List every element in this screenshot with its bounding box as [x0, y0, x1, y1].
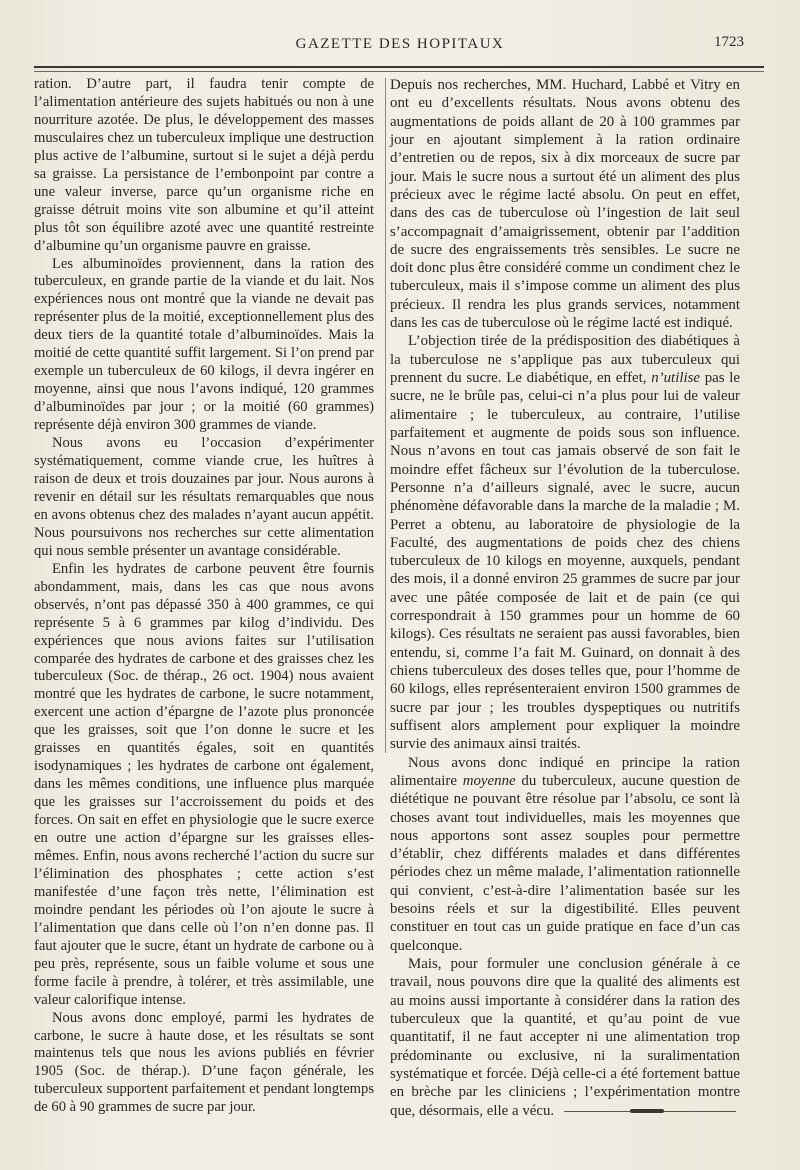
- header-rule-thin: [34, 71, 764, 72]
- left-column: [34, 76, 374, 1117]
- paragraph: Nous avons eu l’occasion d’expérimenter systématiquement, comme viande crue, les huîtres à raison de deux et trois douzaines par jour. Nous aurons à revenir en détail sur les résultats remarquables que nous en avons obtenus chez des malades n’ayant aucun appétit. Nous poursuivons nos recherches sur cette alimentation qui nous semble présenter un avantage considérable.: [34, 435, 374, 559]
- paragraph: Enfin les hydrates de carbone peuvent être fournis abondamment, mais, dans les cas que nous avons observés, n’ont pas dépassé 350 à 400 grammes, ce qui représente 5 à 6 grammes par kilog d’individu. Des expériences que nous avions faites sur l’utilisation comparée des hydrates de carbone et des graisses chez les tuberculeux (Soc. de thérap., 26 oct. 1904) nous avaient montré que les hydrates de carbone, le sucre notamment, exercent une action d’épargne de l’azote plus prononcée que les graisses, soit que l’on donne le sucre et les graisses en quantités égales, soit en quantités isodynamiques ; les hydrates de carbone ont également, dans les mêmes conditions, une influence plus marquée que les graisses sur l’accroissement du poids et des forces. On sait en effet en physiologie que le sucre exerce en outre une action d’épargne sur les graisses elles-mêmes. Enfin, nous avons recherché l’action du sucre sur l’élimination des phosphates ; cette action s’est manifestée d’une façon très nette, l’élimination est moindre pendant les périodes où l’on ajoute le sucre à l’alimentation que dans celle où l’on n’en donne pas. Il faut ajouter que le sucre, étant un hydrate de carbone ou à peu près, représente, sous un faible volume et sous une forme facile à prendre, à tolérer, et très assimilable, une valeur calorifique intense.: [34, 560, 374, 1008]
- running-title: GAZETTE DES HOPITAUX: [295, 36, 505, 52]
- paragraph-text: du tuberculeux, aucune question de diététique ne pouvant être résolue par l’absolu, ce sont là choses avant tout individuelles, mais les moyennes que nous apportons sont assez souples pour permettre d’établir, chez différents malades et dans différentes périodes chez un même malade, l’alimentation rationnelle qui convient, c’est-à-dire l’alimentation basée sur les besoins réels et sur la digestibilité. Elles peuvent constituer en tout cas un guide pratique en face d’un cas quelconque.: [390, 772, 740, 954]
- paragraph: ration. D’autre part, il faudra tenir compte de l’alimentation antérieure des sujets habitués ou non à une nourriture azotée. De plus, le développement des masses musculaires chez un tuberculeux implique une destruction plus active de l’albumine, surtout si le sujet a déjà perdu sa graisse. La persistance de l’embonpoint par contre a une valeur inverse, parce qu’un organisme riche en graisse détruit moins vite son albumine et qu’il atteint plus tôt son équilibre azoté avec une quantité restreinte d’albumine qu’un organisme pauvre en graisse.: [34, 76, 374, 254]
- paragraph: [390, 332, 740, 753]
- paragraph: [390, 754, 740, 955]
- end-ornament-rule: [564, 1107, 736, 1116]
- paragraph-text: L’objection tirée de la prédisposition des diabétiques à la tuberculose ne s’applique pas aux tuberculeux qui prennent du sucre. Le diabétique, en effet,: [390, 333, 740, 386]
- page-number: 1723: [714, 34, 744, 50]
- paragraph: Depuis nos recherches, MM. Huchard, Labbé et Vitry en ont eu d’excellents résultats. Nous avons obtenu des augmentations de poids allant de 20 à 100 grammes par jour en ajoutant simplement à la ration ordinaire d’entretien ou de repos, six à dix morceaux de sucre par jour. Mais le sucre nous a surtout été un aliment des plus précieux avec le régime lacté absolu. On peut en effet, dans des cas de tuberculose où l’ingestion de lait seul s’accompagnait d’amaigrissement, obtenir par l’addition de sucre des engraissements très sensibles. Le sucre ne doit donc plus être considéré comme un condiment chez le tuberculeux, mais il s’impose comme un aliment des plus précieux. Il rendra les plus grands services, notamment dans les cas de tuberculose où le régime lacté est indiqué.: [390, 77, 740, 332]
- header-rule-thick: [34, 66, 764, 68]
- right-column: [390, 76, 740, 1120]
- paragraph-text: pas le sucre, ne le brûle pas, celui-ci n’a plus pour lui de valeur alimentaire ; le tuberculeux, au contraire, l’utilise parfaitement et augmente de poids sous son influence. Nous n’avons en tout cas jamais observé de son fait le moindre effet fâcheux sur l’évolution de la tuberculose. Personne n’a d’ailleurs signalé, avec le sucre, aucun phénomène défavorable dans la marche de la maladie ; M. Perret a obtenu, au laboratoire de physiologie de la Faculté, des augmentations de poids chez des chiens tuberculeux de 10 kilogs en moyenne, auxquels, pendant des mois, il a donné environ 25 grammes de sucre par jour avec une pâtée composée de lait et de pain (ce qui correspondrait à 150 grammes pour un homme de 60 kilogs). Ces résultats ne seraient pas aussi favorables, bien entendu, si, comme l’a fait M. Guinard, on donnait à des chiens tuberculeux des doses telles que, pour l’homme de 60 kilogs, elles représenteraient environ 1500 grammes de sucre par jour ; les troubles dyspeptiques ou nutritifs suffisent alors amplement pour expliquer la moindre survie des animaux ainsi traités.: [390, 370, 740, 753]
- paragraph-text: Nous avons donc indiqué en principe la ration alimentaire: [390, 754, 740, 789]
- emphasis-text: n’utilise: [651, 370, 701, 386]
- paragraph: Les albuminoïdes proviennent, dans la ration des tuberculeux, en grande partie de la viande et du lait. Nos expériences nous ont montré que la viande ne devait pas représenter plus de la moitié, exceptionnellement plus des deux tiers de la quantité totale d’albuminoïdes. Mais la moitié de cette quantité suffit largement. Si l’on prend par exemple un tuberculeux de 60 kilogs, il devra ingérer en moyenne, ainsi que nous l’avons indiqué, 120 grammes d’albuminoïdes par jour ; or la moitié (60 grammes) représente déjà environ 300 grammes de viande.: [34, 255, 374, 434]
- paragraph: Nous avons donc employé, parmi les hydrates de carbone, le sucre à haute dose, et les résultats se sont maintenus tels que nous les avions publiés en février 1905 (Soc. de thérap.). D’une façon générale, les tuberculeux supportent parfaitement et pendant longtemps de 60 à 90 grammes de sucre par jour.: [34, 1009, 375, 1116]
- paragraph-text: Mais, pour formuler une conclusion générale à ce travail, nous pouvons dire que la qualité des aliments est au moins aussi importante à considérer dans la ration des tuberculeux que la quantité, et qu’au point de vue quantitatif, il ne faut accepter ni une alimentation trop prédominante ou exclusive, ni la suralimentation systématique et forcée. Déjà celle-ci a été fortement battue en brèche par les cliniciens ; l’expérimentation montre que, désormais, elle a vécu.: [390, 956, 740, 1119]
- column-divider: [385, 78, 386, 753]
- emphasis-text: moyenne: [462, 772, 516, 789]
- paragraph: [390, 955, 740, 1120]
